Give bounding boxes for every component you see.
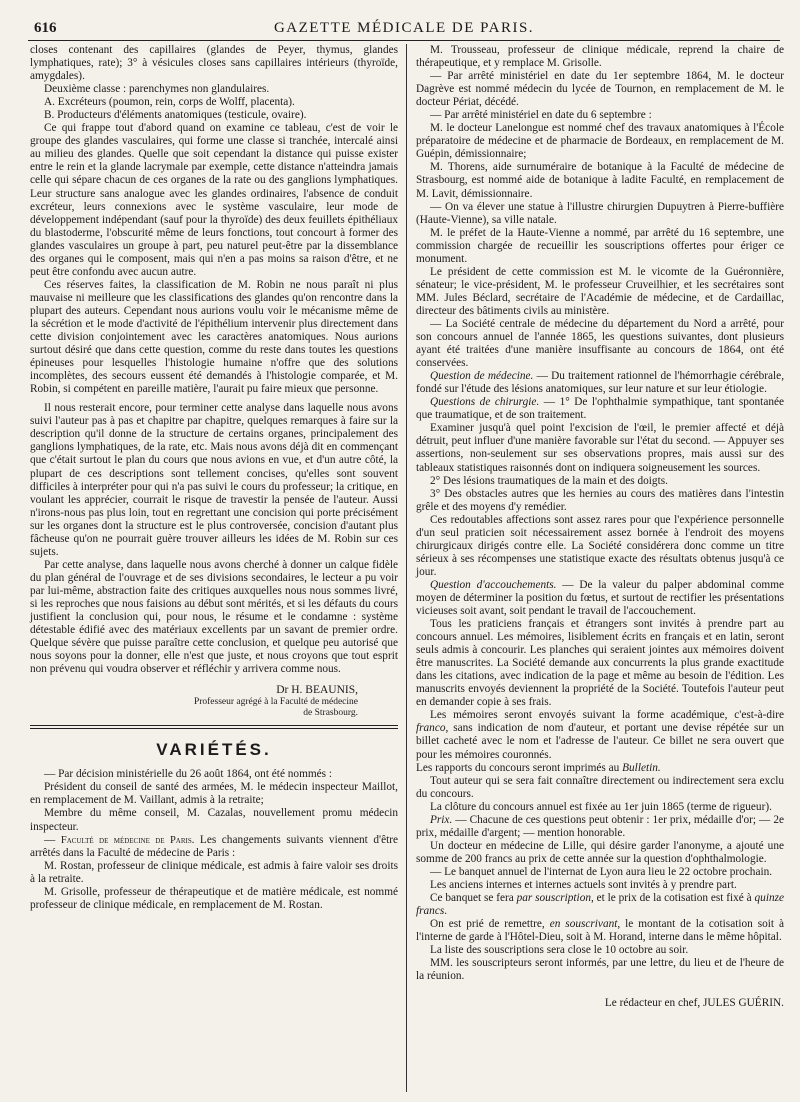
prix-label: Prix. [430, 813, 453, 826]
paragraph: — La Société centrale de médecine du département du Nord a arrêté, pour son concours annuel de l'année 1865, les questions suivantes, dont plusieurs ayant été traitées d'une manière insuffisante au concours de 1864, ont été conservées. [416, 317, 784, 370]
paragraph [416, 579, 784, 618]
paragraph: Examiner jusqu'à quel point l'excision de l'œil, le premier affecté et déjà détruit, peut influer d'une manière favorable sur l'état du second. — Appuyer ses assertions, non-seulement sur ses observations propres, mais aussi sur des tableaux statistiques raisonnés dont on indiquera soigneusement les sources. [416, 422, 784, 474]
journal-title: GAZETTE MÉDICALE DE PARIS. [273, 20, 535, 36]
paragraph [416, 370, 784, 396]
paragraph: M. Grisolle, professeur de thérapeutique et de matière médicale, est nommé professeur de clinique médicale, en remplacement de M. Rostan. [30, 885, 398, 911]
paragraph: Membre du même conseil, M. Cazalas, nouvellement promu médecin inspecteur. [30, 807, 398, 833]
paragraph: — Par arrêté ministériel en date du 1er septembre 1864, M. le docteur Dagrève est nommé médecin du lycée de Tournon, en remplacement de M. le docteur Périat, décédé. [416, 70, 784, 109]
emphasis: en souscrivant [549, 918, 618, 931]
emphasis: par souscription [516, 892, 591, 905]
paragraph: — Par décision ministérielle du 26 août 1864, ont été nommés : [44, 768, 333, 781]
editor-line: Le rédacteur en chef, JULES GUÉRIN. [604, 997, 784, 1010]
text-span: , le montant de la cotisation soit à l'interne de garde à l'Hôtel-Dieu, soit à M. Horand, interne dans le même hôpital. [416, 918, 784, 944]
paragraph: Un docteur en médecine de Lille, qui désire garder l'anonyme, a ajouté une somme de 200 francs au prix de cette année sur la question d'ophthalmologie. [416, 839, 784, 865]
paragraph: Président du conseil de santé des armées, M. le médecin inspecteur Maillot, en remplacement de M. Vaillant, admis à la retraite; [30, 781, 398, 807]
text-span: Les rapports du concours seront imprimés au [416, 761, 620, 774]
paragraph: Deuxième classe : parenchymes non glandulaires. [44, 83, 270, 96]
paragraph [416, 709, 784, 761]
faculty-label: Faculté de médecine de Paris. [60, 834, 195, 846]
section-title: VARIÉTÉS. [156, 740, 272, 760]
page-header [28, 8, 780, 40]
paragraph [416, 892, 784, 918]
column-divider [406, 44, 407, 1092]
paragraph: La clôture du concours annuel est fixée au 1er juin 1865 (terme de rigueur). [430, 800, 772, 813]
paragraph: Ce qui frappe tout d'abord quand on examine ce tableau, c'est de voir le groupe des glandes vasculaires, qui forme une classe si tranchée, intercalé ainsi au milieu des glandes. Quelle que soit cependant la distance qui puisse exister entre le rein et la glande lacrymale par exemple, cette distance n'atteindra jamais celle qui sépare chacun de ces organes de la rate ou des ganglions lymphatiques. Leur structure sans analogue avec les glandes ordinaires, l'absence de conduit excréteur, leurs connexions avec le système vasculaire, leur mode de développement indépendant (sauf pour la thyroïde) des deux feuillets épithéliaux du blastoderme, l'obscurité même de leurs fonctions, tout concourt à former des glandes vasculaires un groupe à part, peu naturel peut-être par la dissemblance des organes qui le composent, mais qui n'en a pas moins sa raison d'être, et ne peut être confondu avec aucun autre. [30, 122, 398, 278]
paragraph [416, 762, 784, 775]
paragraph [416, 814, 784, 840]
header-rule [28, 40, 780, 41]
paragraph [416, 396, 784, 422]
paragraph: M. Rostan, professeur de clinique médicale, est admis à faire valoir ses droits à la retraite. [30, 859, 398, 885]
question-text: — Du traitement rationnel de l'hémorrhagie cérébrale, fondé sur l'étude des lésions anatomiques, sur leur nature et sur leur étiologie. [416, 370, 785, 396]
question-label: Question d'accouchements. [430, 578, 557, 591]
paragraph: M. Thorens, aide surnuméraire de botanique à la Faculté de médecine de Strasbourg, est nommé aide de botanique à ladite Faculté, en remplacement de M. Lavit, démissionnaire. [416, 161, 784, 200]
emphasis: Bulletin. [622, 761, 661, 774]
page-number: 616 [34, 20, 57, 36]
paragraph: La liste des souscriptions sera close le 10 octobre au soir. [430, 944, 689, 957]
question-text: — 1° De l'ophthalmie sympathique, tant spontanée que traumatique, et de son traitement. [416, 396, 785, 422]
question-label: Question de médecine. [430, 370, 534, 383]
emphasis: franco [416, 722, 446, 735]
paragraph: — Par arrêté ministériel en date du 6 septembre : [430, 109, 652, 122]
text-span: Ce banquet se fera [430, 892, 514, 905]
paragraph: Le président de cette commission est M. le vicomte de la Guéronnière, sénateur; le vice-président, M. le professeur Cruveilhier, et les secrétaires sont MM. Jules Béclard, secrétaire de l'Académie de médecine, et de Cardaillac, directeur des bâtiments civils au ministère. [416, 265, 784, 317]
paragraph: A. Excréteurs (poumon, rein, corps de Wolff, placenta). [44, 96, 295, 109]
left-column [30, 44, 398, 912]
text-span: On est prié de remettre, [430, 918, 545, 931]
paragraph: Il nous resterait encore, pour terminer cette analyse dans laquelle nous avons suivi l'auteur pas à pas et chapitre par chapitre, quelques remarques à faire sur la description qu'il donne de la structure de certains organes, principalement des ganglions lymphatiques, de la rate, etc. Mais nous avons déjà dit en commençant que c'était surtout le plan du cours que nous avions en vue, et d'un autre côté, la plupart de ces descriptions sont tellement concises, qu'elles sont souvent difficiles à interpréter pour qui n'a pas suivi le cours du professeur; la critique, en voulant les apprécier, courrait le risque de travestir la pensée de l'auteur. Aussi n'irons-nous pas plus loin, tout en regrettant une concision qui porte précisément sur les organes dont la structure est le plus controversée, concision d'autant plus fâcheuse qu'on ne pourrait guère trouver ailleurs les idées de M. Robin sur ces sujets. [30, 402, 398, 558]
paragraph: Ces réserves faites, la classification de M. Robin ne nous paraît ni plus mauvaise ni meilleure que les classifications des glandes qu'on rencontre dans la plupart des auteurs. Cependant nous aurions voulu voir le mécanisme même de la sécrétion et le mode d'activité de l'épithélium intervenir plus directement dans cette division conjointement avec les caractères anatomiques. Nous aurions surtout désiré que dans cette question, comme du reste dans toutes les questions épineuses pour lesquelles l'histologie humaine n'offre que des solutions incomplètes, des secours eussent été demandés à l'histologie comparée, et M. Robin, si compétent en pareille matière, l'aurait pu faire mieux que personne. [30, 278, 398, 396]
signature-affiliation: de Strasbourg. [303, 708, 358, 719]
text-span: Les mémoires seront envoyés suivant la forme académique, c'est-à-dire [430, 709, 784, 722]
paragraph: closes contenant des capillaires (glandes de Peyer, thymus, glandes lymphatiques, rate); 3° à vésicules closes sans capillaires intérieurs (thyroïde, amygdales). [30, 44, 398, 83]
paragraph: M. Trousseau, professeur de clinique médicale, reprend la chaire de thérapeutique, et y remplace M. Grisolle. [416, 44, 784, 70]
paragraph: Ces redoutables affections sont assez rares pour que l'expérience personnelle d'un seul praticien soit nécessairement assez bornée à l'endroit des moyens chirurgicaux dirigés contre elle. La Société considérera donc comme un titre sérieux à ses récompenses une statistique exacte des résultats obtenus jusqu'à ce jour. [416, 513, 784, 578]
paragraph: — Faculté de médecine de Paris. Les changements suivants viennent d'être arrêtés dans la Faculté de médecine de Paris : [30, 833, 398, 859]
paragraph: MM. les souscripteurs seront informés, par une lettre, du lieu et de l'heure de la réunion. [416, 957, 784, 983]
question-text: — De la valeur du palper abdominal comme moyen de déterminer la position du fœtus, et surtout de rectifier les présentations vicieuses soit avant, soit pendant le travail de l'accouchement. [416, 578, 784, 618]
text-span: , et le prix de la cotisation est fixé à [591, 892, 752, 905]
paragraph: M. le préfet de la Haute-Vienne a nommé, par arrêté du 16 septembre, une commission chargée de recueillir les souscriptions offertes pour ériger ce monument. [416, 226, 784, 265]
text-span: , sans indication de nom d'auteur, et portant une devise répétée sur un billet cacheté avec le nom et l'adresse de l'auteur. Ce billet ne sera ouvert que pour les mémoires couronnés. [416, 722, 784, 761]
paragraph: — On va élever une statue à l'illustre chirurgien Dupuytren à Pierre-buffière (Haute-Vienne), sa ville natale. [416, 200, 784, 226]
paragraph: 2° Des lésions traumatiques de la main et des doigts. [430, 474, 668, 487]
signature-affiliation: Professeur agrégé à la Faculté de médecine [193, 697, 358, 708]
paragraph: 3° Des obstacles autres que les hernies au cours des matières dans l'intestin grêle et des moyens d'y remédier. [416, 487, 784, 513]
faculty-text: Les changements suivants viennent d'être arrêtés dans la Faculté de médecine de Paris : [30, 833, 398, 859]
paragraph: Par cette analyse, dans laquelle nous avons cherché à donner un calque fidèle du plan général de l'ouvrage et de ses divisions secondaires, le lecteur a pu voir par lui-même, abstraction faite des critiques auxquelles nous nous sommes livré, si les reproches que nous faisions au début sont mérités, et si les défauts du cours justifient la conclusion qui, pour nous, le résume et le condamne : système détestable édifié avec des matériaux excellents par un savant de premier ordre. Quelque sévère que puisse paraître cette conclusion, et quelque peu autorisé que nous soyons pour la donner, elle n'est que juste, et nous croyons que tout esprit non prévenu qui voudra observer et réfléchir y arrivera comme nous. [30, 558, 398, 676]
signature-name: Dr H. BEAUNIS, [276, 684, 358, 697]
paragraph: M. le docteur Lanelongue est nommé chef des travaux anatomiques à l'École préparatoire de médecine et de pharmacie de Bordeaux, en remplacement de M. Guépin, démissionnaire; [416, 122, 784, 161]
right-column [416, 44, 784, 1010]
paragraph: B. Producteurs d'éléments anatomiques (testicule, ovaire). [44, 109, 307, 122]
section-rule [30, 728, 398, 729]
section-rule [30, 725, 398, 726]
emphasis: quinze francs [416, 892, 785, 918]
prix-text: — Chacune de ces questions peut obtenir : 1er prix, médaille d'or; — 2e prix, médaille d'argent; — mention honorable. [416, 813, 785, 839]
paragraph: Tous les praticiens français et étrangers sont invités à prendre part au concours annuel. Les mémoires, lisiblement écrits en français et en latin, seront seuls admis à concourir. Les planches qui seraient jointes aux mémoires doivent être manuscrites. La Société demande aux concurrents la plus grande exactitude dans les citations, avec indication de la page et même au besoin de l'édition. Les manuscrits envoyés deviennent la propriété de la Société. Toutefois l'auteur peut en demander copie à ses frais. [416, 618, 784, 709]
text-span: . [444, 905, 448, 918]
question-label: Questions de chirurgie. [430, 396, 540, 409]
paragraph [416, 918, 784, 944]
paragraph: — Le banquet annuel de l'internat de Lyon aura lieu le 22 octobre prochain. [430, 865, 773, 878]
paragraph: Les anciens internes et internes actuels sont invités à y prendre part. [430, 879, 737, 891]
paragraph: Tout auteur qui se sera fait connaître directement ou indirectement sera exclu du concours. [416, 774, 784, 800]
